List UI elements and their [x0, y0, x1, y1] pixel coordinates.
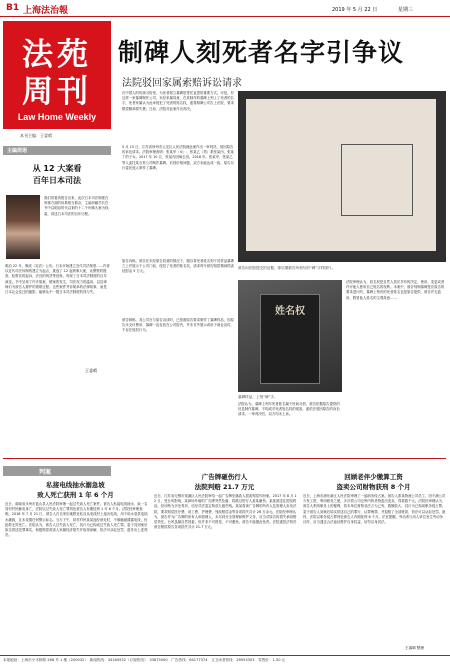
main-body-4: 被告辩称，其公司在与原告洽谈时，已按照原告要求制作了墓碑样品，因原告未支付费用，墓碑一直存放在公司院内，并未对外展示或用于商业宣传，不存在侵权行为。	[122, 318, 234, 333]
caption-left: 墓碑样品，上刻“碑”字。	[238, 395, 278, 399]
trial-article-2-body: 近日，江苏省无锡市梁溪区人民法院审结一起广告牌坠落致人损害赔偿纠纷案。2017 年 8 月 12 日，受台风影响，某商场外墙的广告牌突然坠落，将路过的行人某某砸伤。某某被送往医院救治，经诊断为多处骨折，后经司法鉴定构成九级伤残。某某将该广告牌的所有人及管理人诉至法院，要求赔偿医疗费、误工费、护理费、残疾赔偿金等各项损失共计 26 万余元。法院经审理认为，被告作为广告牌的所有人和管理人，未尽到安全管理和维护义务，应当对原告的损失承担赔偿责任。台风虽属自然因素，但并非不可预见、不可避免，被告不能据此免责。法院遂依法判决被告赔偿原告各项损失共计 21.7 万元。	[154, 494, 297, 530]
sidebar-headline-2: 百年日本司法	[33, 176, 81, 185]
trial-rule	[3, 458, 446, 459]
inscription-text: 姓名权	[275, 306, 305, 317]
footer-text: 本报地址：上海市小木桥路 268 号 1 楼（200032） 新闻热线：34160932（订阅热线） 33875000 广告热线：64177374 文卫读者热线：28953303 零售价：1.50 元	[3, 658, 286, 662]
masthead-rule	[0, 16, 450, 17]
trial-article-1-body: 近日，湖南省永州市蓝山县人民法院审理一起过失致人死亡案件。被告人私接电线抽水，致一名同村村民触电身亡，法院以过失致人死亡罪判处被告人有期徒刑 1 年 6 个月。法院经审理查明，2018 年 7 月 21 日，被告人在自家田地附近私自从电线杆上接出电线，用于给水泵供电抽水灌溉，且未设置任何警示标志。当天下午，同村村民某某途经该处时，不慎触碰裸露电线，经抢救无效死亡。法院认为，被告人过失致人死亡，其行为已构成过失致人死亡罪。鉴于其到案后如实供述犯罪事实，积极赔偿被害人家属经济损失并取得谅解，依法可从轻处罚，遂作出上述判决。	[5, 502, 148, 538]
main-body-5: 法院审理认为，姓名权是自然人依法享有的决定、使用、变更或者许可他人使用自己姓名的权利。本案中，被告刻制墓碑是应原告的要求进行的，墓碑上刻有的死者姓名也是原告提供，被告并无盗用、假冒他人姓名的主观故意……	[346, 280, 445, 300]
column-english: Law Home Weekly	[17, 112, 97, 122]
gravestone	[260, 294, 320, 384]
masthead	[0, 0, 450, 16]
trial-article-2-title: 广告牌砸伤行人	[201, 473, 248, 481]
trial-section-label	[3, 466, 111, 476]
trial-article-3-body: 近日，上海市浦东新区人民法院审理了一起职务侵占案。被告人系某物流公司员工，因不满公司少发工资，利用职务之便，多次将公司仓库内的货物盗出变卖，得款数千元。法院经审理认为，被告人利用职务上的便利，将本单位财物非法占为己有，数额较大，其行为已构成职务侵占罪。鉴于被告人到案后如实供述自己的罪行，认罪悔罪，并退赔了全部赃款，依法可以从轻处罚。最终，法院以职务侵占罪判处被告人有期徒刑 8 个月。法官提醒，劳动者与用人单位发生劳动争议时，应当通过合法途径维护自身权益，切勿以身试法。	[303, 494, 446, 525]
page-number: B1	[6, 3, 20, 13]
column-editor: 本刊主编：王睿晴	[20, 133, 52, 138]
trial-section: 判案	[39, 469, 52, 476]
main-subheadline: 法院驳回家属索赔诉讼请求	[122, 78, 242, 89]
trial-reporter: 王睿晴 整理	[405, 646, 425, 650]
issue-date: 2019 年 5 月 22 日	[332, 7, 378, 13]
trial-article-2-sub: 法院判赔 21.7 万元	[194, 483, 255, 491]
evidence-photo	[238, 91, 446, 262]
caption-top: 被告向法院提交的证据，即后期被告所刻写的“碑”字样图片。	[238, 266, 336, 270]
sidebar-bio: 我们常看到报告出来，此次日本司法制度在刑事方面的体系相当繁杂，主编伊藤学长在书中以明治时代以来的十二个刑事大案为线索，讲述日本司法的百年历程。	[44, 196, 109, 216]
column-title-bottom: 周刊	[22, 74, 92, 110]
trial-article-3-sub: 盗卖公司财物获刑 8 个月	[336, 483, 411, 491]
main-body-6: 法院认为，墓碑上刻写死者姓名属于民间习俗，被告依据原告提供的信息制作墓碑，不构成对死者姓名权的侵害，遂依法驳回原告的诉讼请求。一审判决后，双方均未上诉。	[238, 402, 340, 417]
footer-rule	[0, 655, 450, 656]
trial-article-3-title: 回顾老伴少缴算工资	[344, 473, 403, 481]
sidebar-body: 明治 22 年，修改《宪法》公布。日本开始建立近代司法制度……作者以近代司法体制的建立为起点，挑选了 12 起刑事大案，从警察的搜查、检察官的起诉、法官的判决等视角，再现了日本司法制度的百年演变。书中呈现了许多冤案、错案的发生，司法权力的滥用，以及律师们为被告人辩护的艰难过程。这些案件并非简单的法律故事，而是日本社会变迁的缩影，能够从中一窥日本司法制度的得与失。	[5, 264, 110, 295]
main-headline: 制碑人刻死者名字引争议	[118, 38, 405, 67]
gravestone-photo	[238, 280, 342, 392]
photo-paper	[246, 99, 436, 251]
sidebar-section: 主编周语	[7, 148, 28, 154]
sidebar-headline-1: 从 12 大案看	[32, 164, 82, 173]
trial-article-1-sub: 致人死亡获刑 1 年 6 个月	[37, 491, 114, 499]
column-title-block	[3, 21, 111, 129]
paper-name: 上海法治報	[23, 6, 69, 16]
sidebar-signature: 王睿晴	[85, 368, 97, 373]
issue-weekday: 星期三	[398, 7, 414, 13]
trial-article-1-title: 私接电线抽水溺急坡	[46, 481, 105, 489]
main-body-2: 5 月 15 日，江苏省徐州市云龙区人民法院就此案作出一审判决，驳回原告的诉讼请求。法院审理查明：张某甲（女）、张某乙（男）系张某丙、张某丁的子女。2017 年 10 月，张某丙因病去世。2018 年，张某甲、张某乙等人委托某石材公司制作墓碑，后因价格问题，双方未能达成一致，原告另行委托他人制作了墓碑。	[122, 145, 234, 170]
gravestone-inscription	[275, 305, 305, 371]
sidebar-section-label	[3, 146, 111, 155]
main-body-1: 在中国人的传统习俗里，为死者树立墓碑是寄托哀思的重要方式。可是，有这样一家墓碑制作公司，未经家属同意，在其制作的墓碑上刻上了死者的名字，死者家属认为此举侵犯了死者的姓名权，遂将制碑公司告上法院，要求赔偿精神损失费。日前，法院对此案作出判决。	[122, 91, 234, 111]
main-body-3: 原告诉称，被告在未经原告同意的情况下，擅自将死者姓名刻于其样品墓碑之上并展示于公司门前，侵犯了死者的姓名权，请求判令被告赔偿精神损害抚慰金 5 万元。	[122, 259, 234, 274]
author-photo	[6, 195, 40, 259]
photo-stamp	[341, 144, 413, 216]
column-title-top: 法苑	[22, 37, 92, 73]
